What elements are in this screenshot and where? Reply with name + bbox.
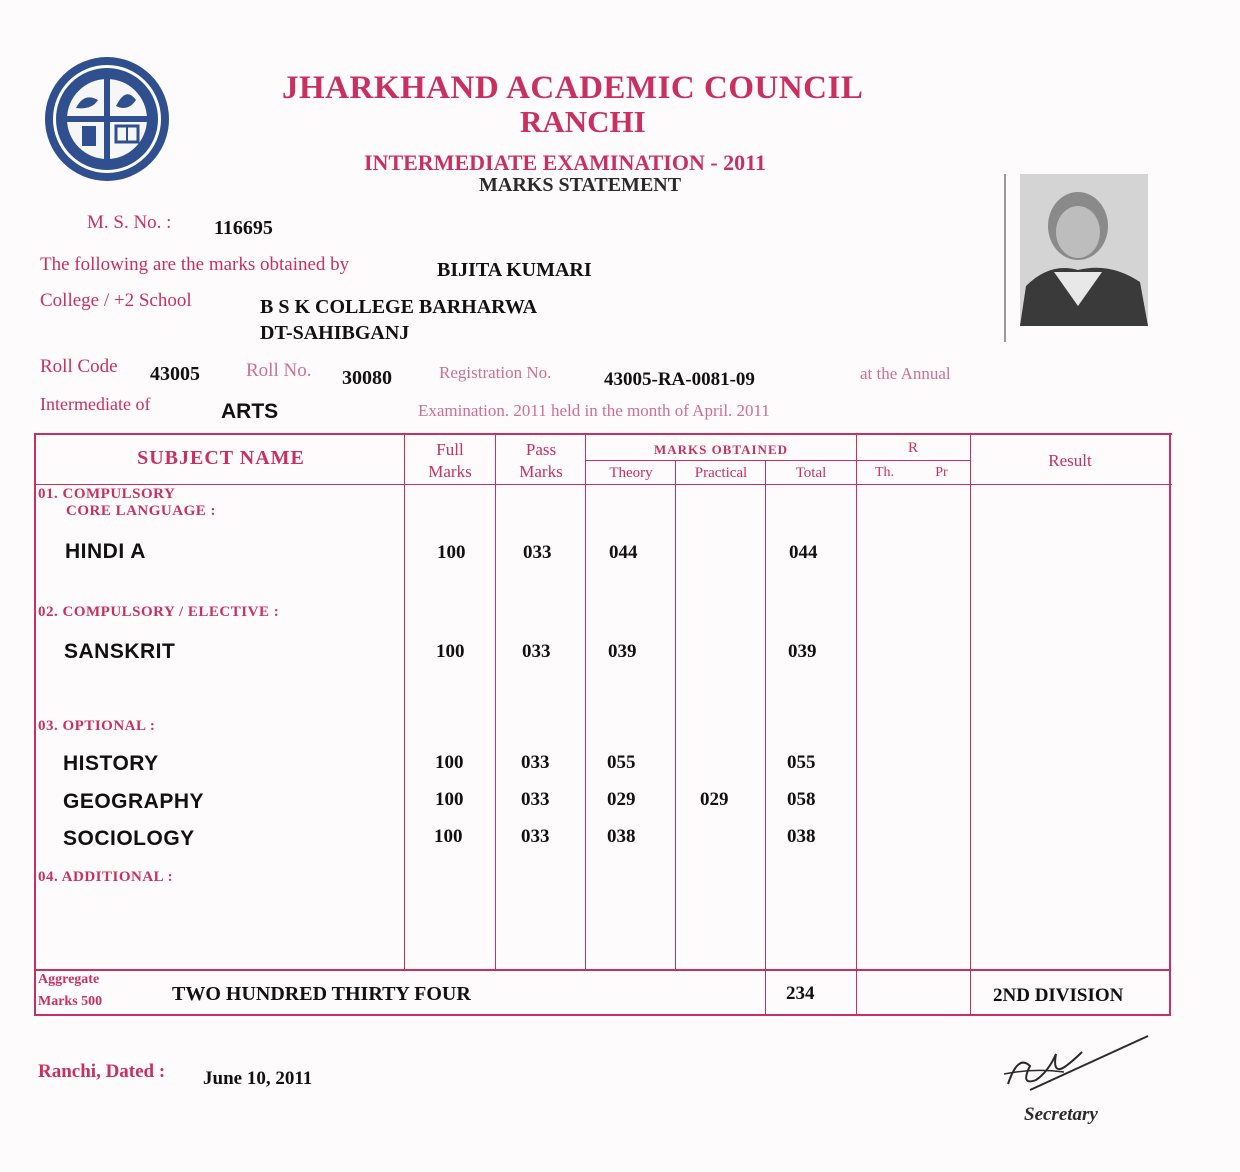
ms-number: 116695: [214, 217, 273, 239]
exam-held: Examination. 2011 held in the month of April. 2011: [418, 401, 770, 420]
header-th: Th.: [874, 465, 895, 480]
header-marks-obtained: MARKS OBTAINED: [653, 442, 789, 457]
header-practical: Practical: [694, 465, 748, 481]
full-marks: 100: [434, 826, 463, 847]
college-name: B S K COLLEGE BARHARWA: [260, 296, 538, 318]
college-district: DT-SAHIBGANJ: [260, 322, 410, 344]
header-theory: Theory: [609, 465, 653, 481]
pass-marks: 033: [523, 542, 552, 563]
division-result: 2ND DIVISION: [993, 985, 1124, 1006]
obtained-label: The following are the marks obtained by: [40, 254, 350, 275]
subject-name: SANSKRIT: [64, 640, 176, 663]
full-marks: 100: [435, 789, 464, 810]
intermediate-label: Intermediate of: [40, 394, 151, 414]
header-r: R: [907, 440, 918, 456]
theory-marks: 055: [607, 752, 636, 773]
full-marks: 100: [436, 641, 465, 662]
aggregate-total: 234: [786, 983, 815, 1004]
roll-code-label: Roll Code: [40, 356, 118, 377]
aggregate-max-label: Marks 500: [38, 994, 103, 1009]
ms-label: M. S. No. :: [87, 212, 172, 233]
category-compulsory-elective: 02. COMPULSORY / ELECTIVE :: [38, 604, 280, 620]
exam-title: INTERMEDIATE EXAMINATION - 2011: [364, 150, 766, 175]
header-pass-marks-2: Marks: [519, 462, 563, 481]
header-full-marks-2: Marks: [428, 462, 472, 481]
council-name: JHARKHAND ACADEMIC COUNCIL: [282, 70, 864, 106]
roll-code: 43005: [150, 363, 200, 385]
registration-no: 43005-RA-0081-09: [604, 369, 755, 390]
pass-marks: 033: [522, 641, 551, 662]
annual-label: at the Annual: [860, 364, 951, 383]
subject-name: GEOGRAPHY: [63, 790, 205, 813]
category-compulsory: 01. COMPULSORY: [38, 486, 176, 502]
category-additional: 04. ADDITIONAL :: [38, 869, 174, 885]
theory-marks: 039: [608, 641, 637, 662]
registration-label: Registration No.: [439, 363, 552, 382]
theory-marks: 029: [607, 789, 636, 810]
dated-label: Ranchi, Dated :: [38, 1061, 166, 1082]
total-marks: 055: [787, 752, 816, 773]
secretary-title: Secretary: [1024, 1104, 1098, 1125]
total-marks: 044: [789, 542, 818, 563]
student-photo: [1004, 174, 1152, 342]
council-city: RANCHI: [520, 104, 646, 139]
subject-name: SOCIOLOGY: [63, 827, 195, 850]
college-label: College / +2 School: [40, 290, 192, 311]
header-total: Total: [795, 465, 827, 481]
header-full-marks: Full: [436, 440, 464, 459]
practical-marks: 029: [700, 789, 729, 810]
header-subject-name: SUBJECT NAME: [137, 447, 305, 469]
total-marks: 038: [787, 826, 816, 847]
aggregate-label: Aggregate: [38, 972, 100, 987]
council-logo: [42, 56, 172, 182]
full-marks: 100: [437, 542, 466, 563]
category-core-language: CORE LANGUAGE :: [66, 503, 217, 519]
pass-marks: 033: [521, 826, 550, 847]
subject-name: HISTORY: [63, 752, 159, 775]
secretary-signature: [1000, 1034, 1150, 1104]
total-marks: 039: [788, 641, 817, 662]
subject-name: HINDI A: [65, 540, 146, 563]
aggregate-words: TWO HUNDRED THIRTY FOUR: [172, 983, 471, 1005]
full-marks: 100: [435, 752, 464, 773]
header-result: Result: [1048, 451, 1092, 470]
theory-marks: 044: [609, 542, 638, 563]
roll-no-label: Roll No.: [246, 360, 312, 381]
theory-marks: 038: [607, 826, 636, 847]
category-optional: 03. OPTIONAL :: [38, 718, 156, 734]
pass-marks: 033: [521, 752, 550, 773]
roll-no: 30080: [342, 367, 392, 389]
header-pass-marks: Pass: [525, 440, 557, 459]
stream: ARTS: [221, 400, 279, 423]
pass-marks: 033: [521, 789, 550, 810]
student-name: BIJITA KUMARI: [437, 259, 592, 281]
header-pr: Pr: [935, 465, 948, 480]
statement-title: MARKS STATEMENT: [479, 174, 682, 196]
total-marks: 058: [787, 789, 816, 810]
issue-date: June 10, 2011: [203, 1068, 313, 1089]
